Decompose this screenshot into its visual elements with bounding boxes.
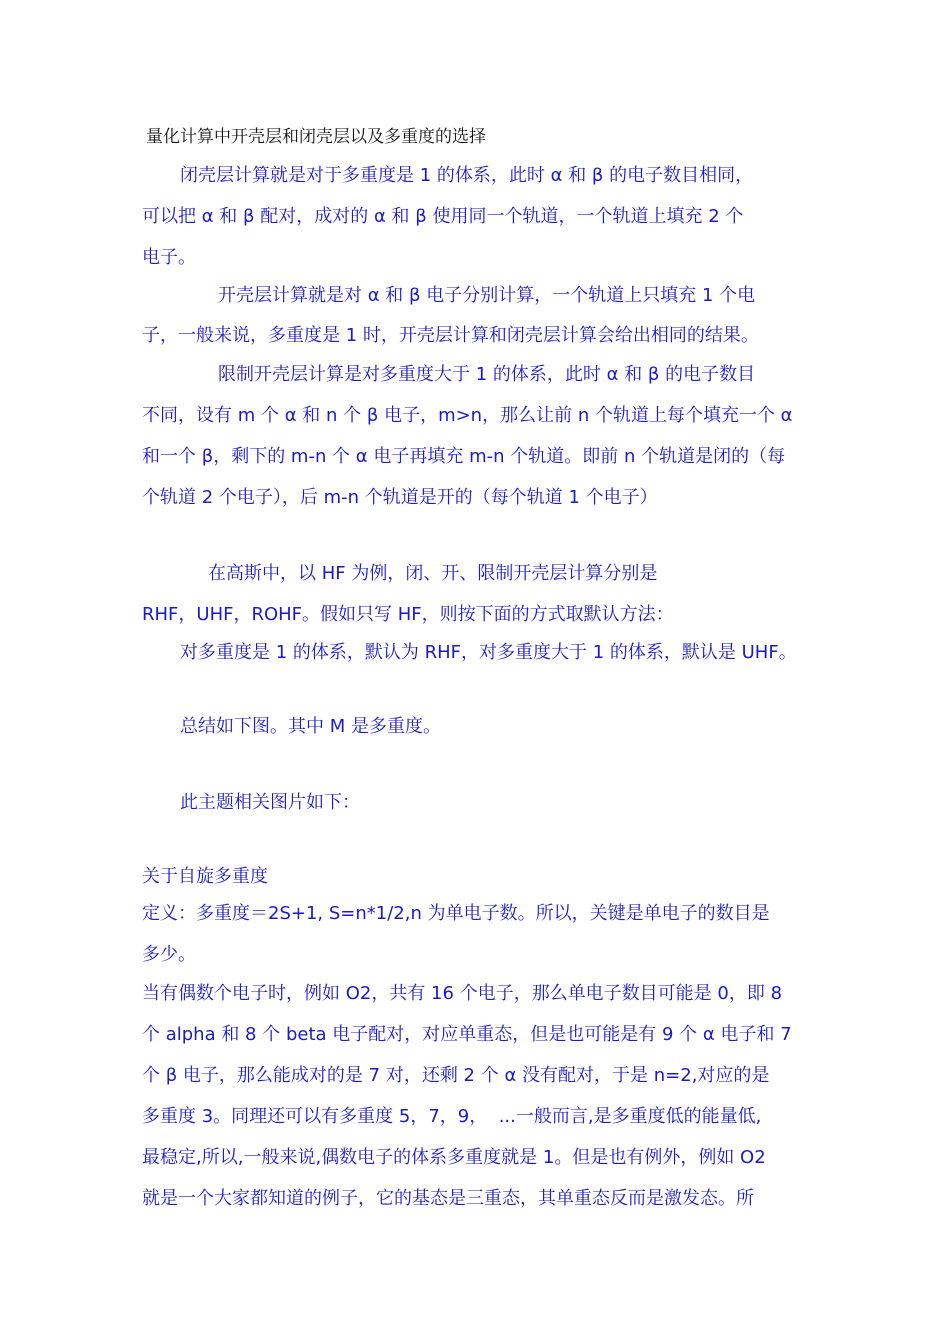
- text-line: 对多重度是 1 的体系，默认为 RHF，对多重度大于 1 的体系，默认是 UHF。: [180, 642, 797, 663]
- text-line: 开壳层计算就是对 α 和 β 电子分别计算，一个轨道上只填充 1 个电: [218, 285, 756, 306]
- text-line: 在高斯中，以 HF 为例，闭、开、限制开壳层计算分别是: [208, 563, 658, 584]
- text-line: 此主题相关图片如下：: [180, 792, 360, 813]
- text-line: 定义：多重度＝2S+1, S=n*1/2,n 为单电子数。所以，关键是单电子的数目是: [142, 903, 770, 924]
- text-line: 个 alpha 和 8 个 beta 电子配对，对应单重态，但是也可能是有 9 个 α 电子和 7: [142, 1024, 792, 1045]
- text-line: 电子。: [142, 247, 196, 268]
- text-line: 限制开壳层计算是对多重度大于 1 的体系，此时 α 和 β 的电子数目: [218, 364, 756, 385]
- text-line: 当有偶数个电子时，例如 O2，共有 16 个电子，那么单电子数目可能是 0，即 8: [142, 983, 783, 1004]
- document-title: 量化计算中开壳层和闭壳层以及多重度的选择: [146, 127, 486, 147]
- text-line: 最稳定,所以,一般来说,偶数电子的体系多重度就是 1。但是也有例外，例如 O2: [142, 1147, 766, 1168]
- text-line: 多少。: [142, 944, 196, 965]
- section-heading: 关于自旋多重度: [142, 866, 268, 887]
- text-line: 闭壳层计算就是对于多重度是 1 的体系，此时 α 和 β 的电子数目相同，: [180, 165, 754, 186]
- text-line: 子，一般来说，多重度是 1 时，开壳层计算和闭壳层计算会给出相同的结果。: [142, 325, 759, 346]
- text-line: 总结如下图。其中 M 是多重度。: [180, 716, 441, 737]
- text-line: 可以把 α 和 β 配对，成对的 α 和 β 使用同一个轨道，一个轨道上填充 2 个: [142, 206, 744, 227]
- text-line: 就是一个大家都知道的例子，它的基态是三重态，其单重态反而是激发态。所: [142, 1188, 754, 1209]
- text-line: 个 β 电子，那么能成对的是 7 对，还剩 2 个 α 没有配对，于是 n=2,对应的是: [142, 1065, 770, 1086]
- text-line: 不同，设有 m 个 α 和 n 个 β 电子，m>n，那么让前 n 个轨道上每个填充一个 α: [142, 405, 793, 426]
- text-line: 个轨道 2 个电子），后 m-n 个轨道是开的（每个轨道 1 个电子）: [142, 487, 658, 508]
- text-line: RHF，UHF，ROHF。假如只写 HF，则按下面的方式取默认方法：: [142, 604, 674, 625]
- text-line: 多重度 3。同理还可以有多重度 5，7，9， ...一般而言,是多重度低的能量低,: [142, 1106, 762, 1127]
- text-line: 和一个 β，剩下的 m-n 个 α 电子再填充 m-n 个轨道。即前 n 个轨道是闭的（每: [142, 446, 786, 467]
